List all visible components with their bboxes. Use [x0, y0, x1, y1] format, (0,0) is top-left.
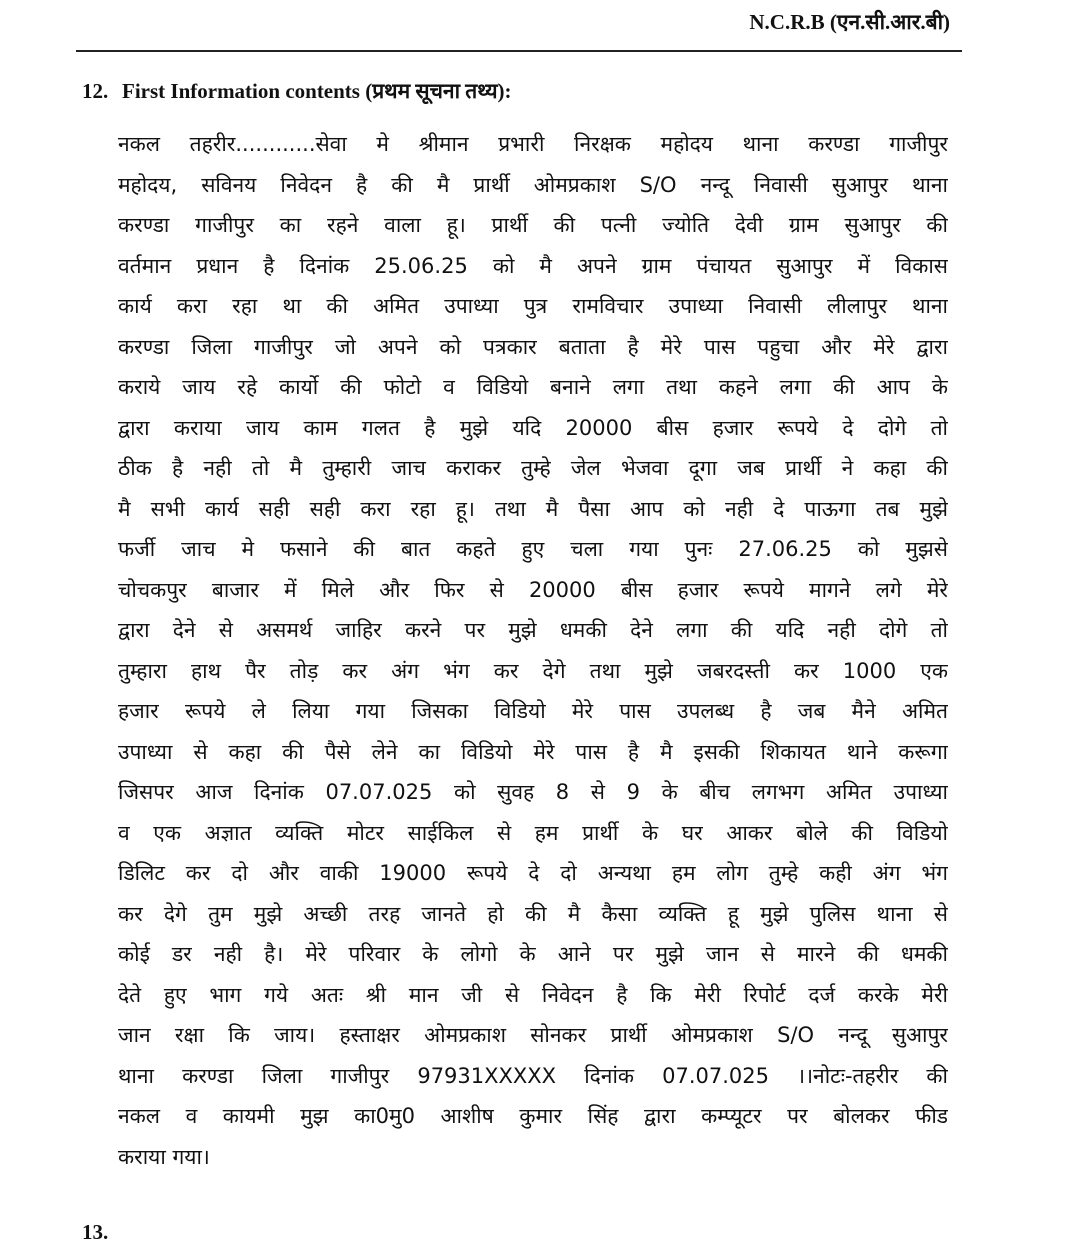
text-line: थाना करण्डा जिला गाजीपुर 97931XXXXX दिनांक 07.07.025 ।।नोटः-तहरीर की	[118, 1063, 948, 1088]
header-organization: N.C.R.B (एन.सी.आर.बी)	[749, 10, 950, 34]
text-line: कराये जाय रहे कार्यो की फोटो व विडियो बनाने लगा तथा कहने लगा की आप के	[118, 375, 948, 399]
text-line: व एक अज्ञात व्यक्ति मोटर साईकिल से हम प्रार्थी के घर आकर बोले की विडियो	[118, 820, 948, 845]
text-line: करण्डा जिला गाजीपुर जो अपने को पत्रकार बताता है मेरे पास पहुचा और मेरे द्वारा	[118, 334, 948, 359]
text-line: कार्य करा रहा था की अमित उपाध्या पुत्र रामविचार उपाध्या निवासी लीलापुर थाना	[118, 294, 948, 318]
text-line: चोचकपुर बाजार में मिले और फिर से 20000 बीस हजार रूपये मागने लगे मेरे	[118, 577, 948, 602]
header-divider	[76, 50, 962, 52]
text-line: जिसपर आज दिनांक 07.07.025 को सुवह 8 से 9 के बीच लगभग अमित उपाध्या	[118, 780, 948, 804]
text-line: कोई डर नही है। मेरे परिवार के लोगो के आने पर मुझे जान से मारने की धमकी	[118, 942, 948, 966]
text-line: देते हुए भाग गये अतः श्री मान जी से निवेदन है कि मेरी रिपोर्ट दर्ज करके मेरी	[118, 982, 948, 1007]
text-line: द्वारा कराया जाय काम गलत है मुझे यदि 20000 बीस हजार रूपये दे दोगे तो	[118, 415, 948, 440]
text-line: हजार रूपये ले लिया गया जिसका विडियो मेरे पास उपलब्ध है जब मैने अमित	[118, 699, 948, 723]
text-line: फर्जी जाच मे फसाने की बात कहते हुए चला गया पुनः 27.06.25 को मुझसे	[118, 537, 948, 561]
first-information-text	[118, 124, 948, 1177]
text-line: द्वारा देने से असमर्थ जाहिर करने पर मुझे धमकी देने लगा की यदि नही दोगे तो	[118, 618, 948, 642]
section-title: First Information contents (प्रथम सूचना तथ्य):	[122, 79, 512, 103]
text-line: जान रक्षा कि जाय। हस्ताक्षर ओमप्रकाश सोनकर प्रार्थी ओमप्रकाश S/O नन्दू सुआपुर	[118, 1023, 948, 1047]
text-line: डिलिट कर दो और वाकी 19000 रूपये दे दो अन्यथा हम लोग तुम्हे कही अंग भंग	[118, 861, 948, 885]
section-heading	[82, 76, 512, 106]
text-line: तुम्हारा हाथ पैर तोड़ कर अंग भंग कर देगे तथा मुझे जबरदस्ती कर 1000 एक	[118, 658, 948, 683]
text-line: महोदय, सविनय निवेदन है की मै प्रार्थी ओमप्रकाश S/O नन्दू निवासी सुआपुर थाना	[118, 172, 948, 197]
text-line: कर देगे तुम मुझे अच्छी तरह जानते हो की मै कैसा व्यक्ति हू मुझे पुलिस थाना से	[118, 901, 948, 926]
text-line: नकल तहरीर............सेवा मे श्रीमान प्रभारी निरक्षक महोदय थाना करण्डा गाजीपुर	[118, 132, 948, 156]
section-number: 12.	[82, 79, 109, 103]
next-section-number: 13.	[82, 1220, 109, 1244]
text-line: उपाध्या से कहा की पैसे लेने का विडियो मेरे पास है मै इसकी शिकायत थाने करूगा	[118, 739, 948, 764]
text-line: करण्डा गाजीपुर का रहने वाला हू। प्रार्थी की पत्नी ज्योति देवी ग्राम सुआपुर की	[118, 213, 948, 237]
text-line: कराया गया।	[118, 1144, 210, 1169]
text-line: नकल व कायमी मुझ का0मु0 आशीष कुमार सिंह द्वारा कम्प्यूटर पर बोलकर फीड	[118, 1104, 948, 1128]
text-line: मै सभी कार्य सही सही करा रहा हू। तथा मै पैसा आप को नही दे पाऊगा तब मुझे	[118, 496, 948, 521]
text-line: वर्तमान प्रधान है दिनांक 25.06.25 को मै अपने ग्राम पंचायत सुआपुर में विकास	[118, 253, 948, 278]
text-line: ठीक है नही तो मै तुम्हारी जाच कराकर तुम्हे जेल भेजवा दूगा जब प्रार्थी ने कहा की	[118, 456, 948, 480]
